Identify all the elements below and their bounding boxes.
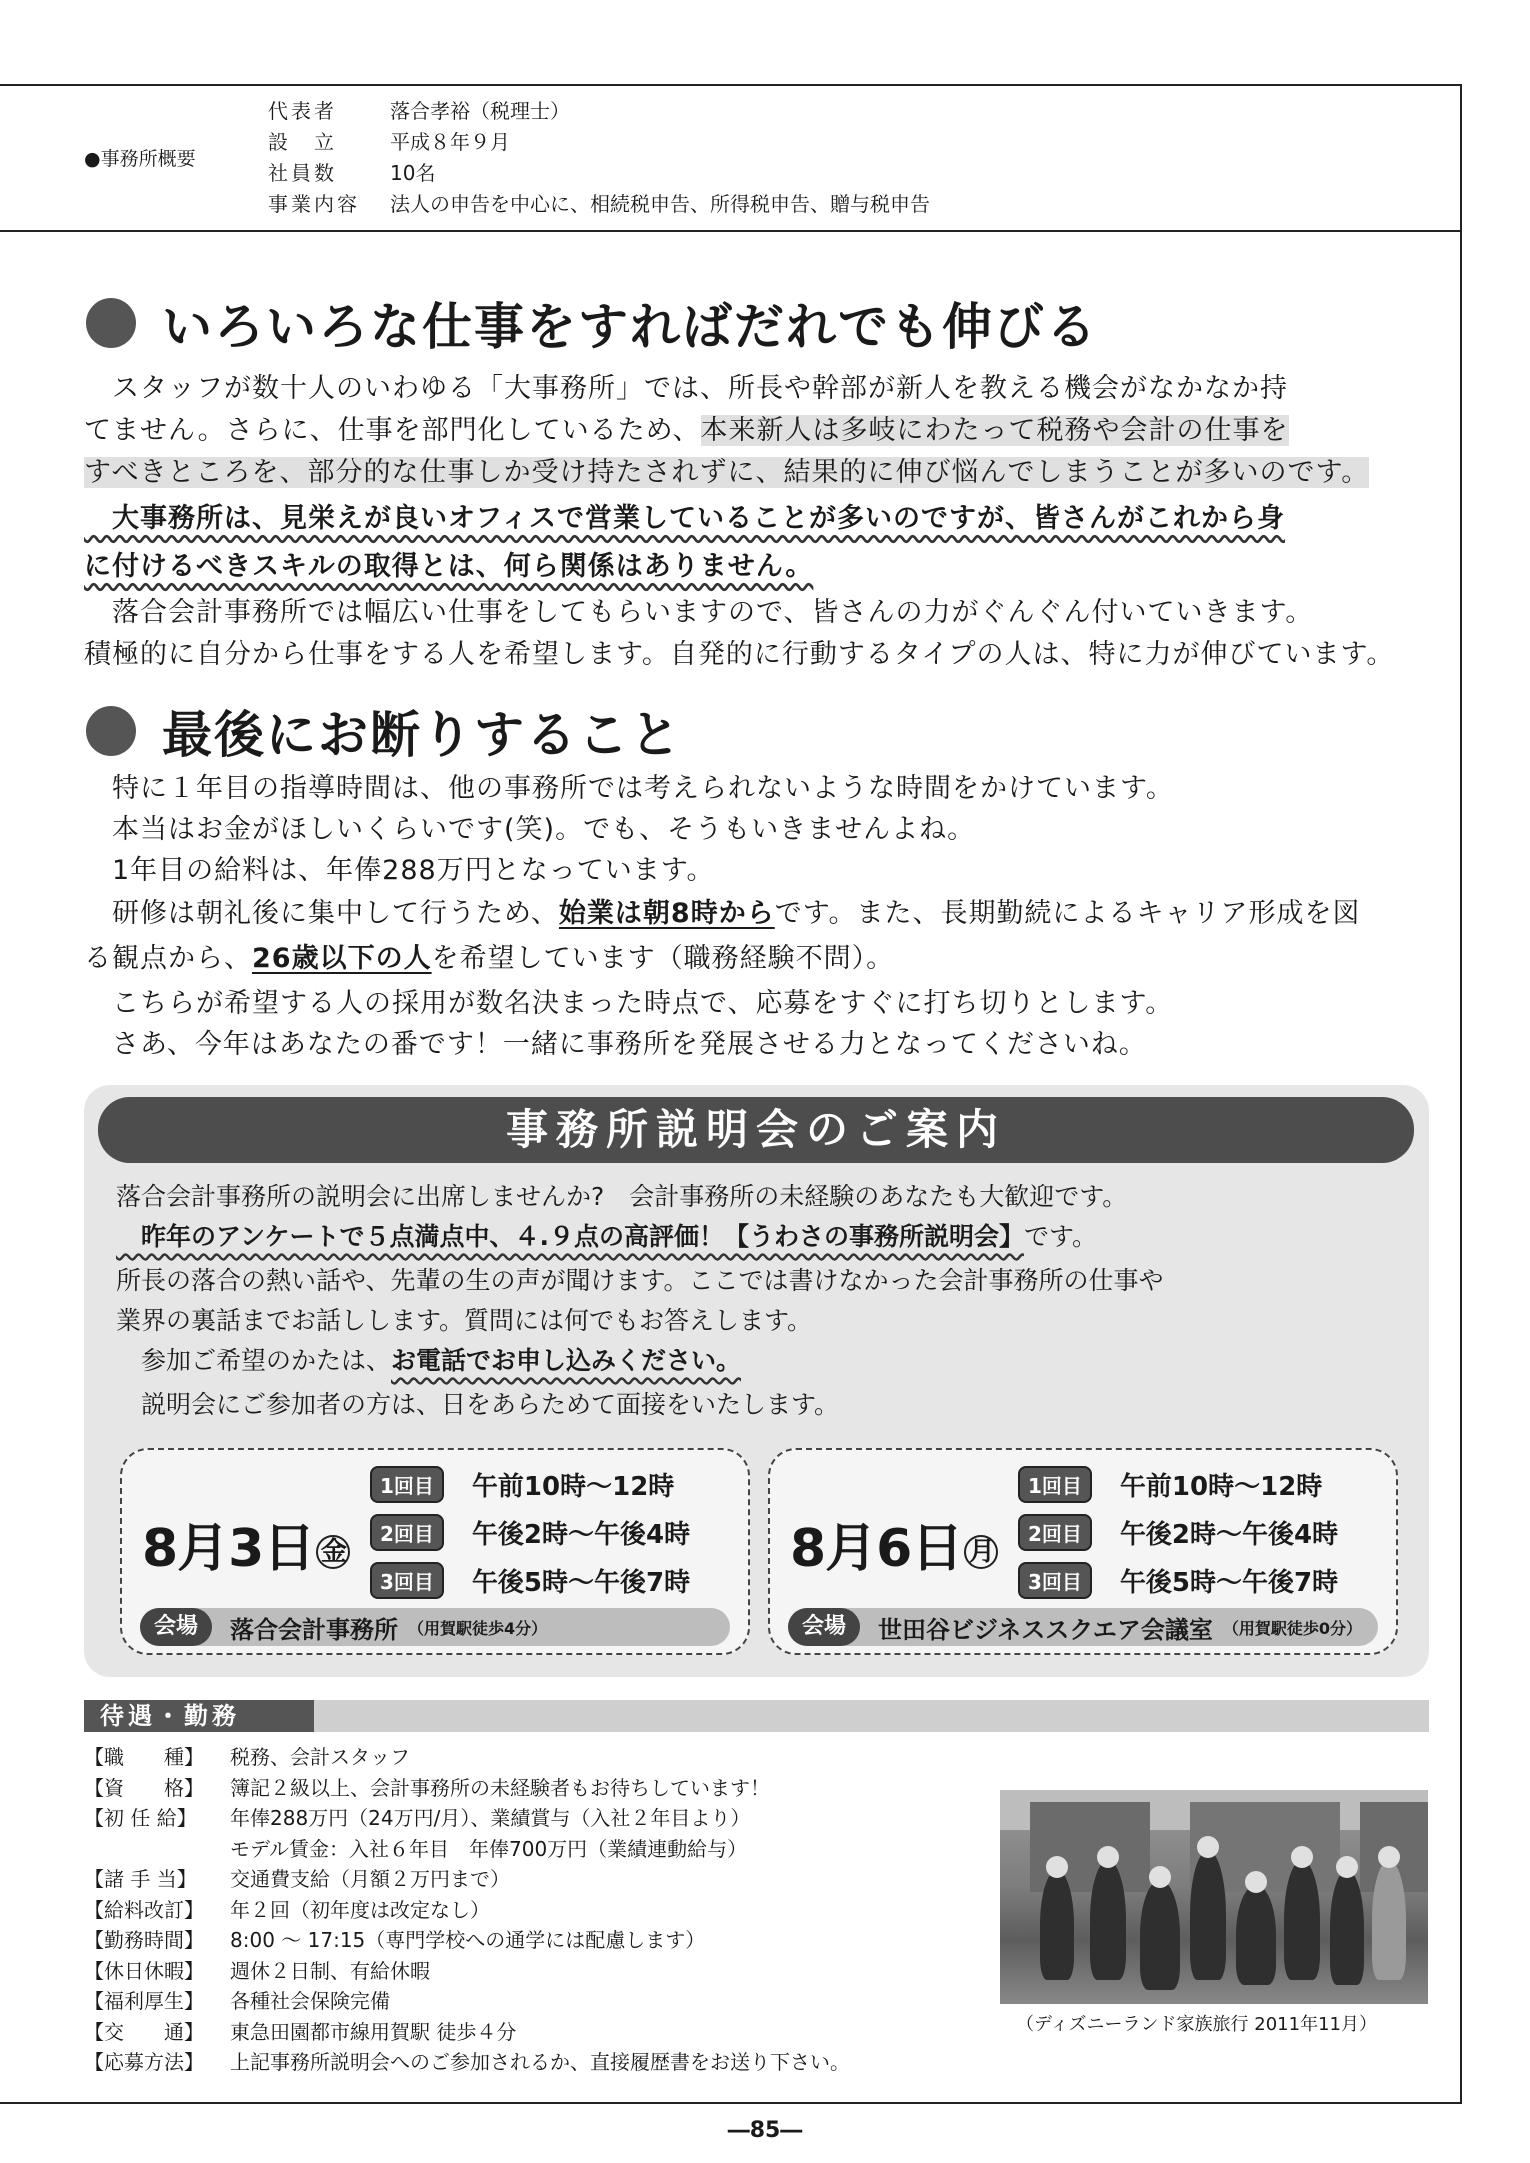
emphasis-text: 始業は朝8時から [558, 898, 775, 929]
conditions-row: 【福利厚生】 各種社会保険完備 [84, 1989, 390, 2013]
session-slot: 2回目 午後2時～午後4時 [1018, 1514, 1338, 1551]
session-card [768, 1448, 1398, 1655]
highlighted-text: 本来新人は多岐にわたって税務や会計の仕事を [700, 415, 1289, 446]
session-date: 8月3日 金 [142, 1506, 350, 1581]
conditions-row: 【勤務時間】 8:00 ～ 17:15（専門学校への通学には配慮します） [84, 1928, 706, 1952]
session-slot: 3回目 午後5時～午後7時 [370, 1562, 690, 1599]
conditions-list [84, 1742, 850, 2078]
section1-heading: いろいろな仕事をすればだれでも伸びる [86, 287, 1098, 359]
conditions-row: 【諸 手 当】 交通費支給（月額２万円まで） [84, 1867, 510, 1891]
section1-body: スタッフが数十人のいわゆる「大事務所」では、所長や幹部が新人を教える機会がなかなか持 てません。さらに、仕事を部門化しているため、本来新人は多岐にわたって税務や会計の仕事を すべきところを、部分的な仕事しか受け持たされずに、結果的に伸び悩んでしまうことが多いのです。 大事務所は、見栄えが良いオフィスで営業していることが多いのですが、皆さんがこれから身 に付けるべきスキルの取得とは、何ら関係はありません。 落合会計事務所では幅広い仕事をしてもらいますので、皆さんの力がぐんぐん付いていきます。 積極的に自分から仕事をする人を希望します。自発的に行動するタイプの人は、特に力が伸びています。 [84, 373, 1395, 670]
conditions-row: 【交 通】 東急田園都市線用賀駅 徒歩４分 [84, 2019, 517, 2044]
conditions-row: モデル賃金：入社６年目 年俸700万円（業績連動給与） [230, 1836, 748, 1861]
session-slot: 1回目 午前10時～12時 [370, 1466, 674, 1503]
seminar-text: 落合会計事務所の説明会に出席しませんか? 会計事務所の未経験のあなたも大歓迎です。 昨年のアンケートで５点満点中、４.９点の高評価！【うわさの事務所説明会】です。 所長の落合の熱い話や、先輩の生の声が聞けます。ここでは書けなかった会計事務所の仕事や 業界の裏話までお話しします。質問には何でもお答えします。 参加ご希望のかたは、お電話でお申し込みください。 説明会にご参加者の方は、日をあらためて面接をいたします。 [116, 1182, 1164, 1419]
conditions-row: 【職 種】 税務、会計スタッフ [84, 1745, 410, 1769]
bullet-icon [86, 706, 136, 756]
seminar-title: 事務所説明会のご案内 [98, 1097, 1414, 1163]
overview-row: 事業内容 法人の申告を中心に、相続税申告、所得税申告、贈与税申告 [268, 192, 930, 216]
conditions-row: 【応募方法】 上記事務所説明会へのご参加されるか、直接履歴書をお送り下さい。 [84, 2050, 850, 2074]
emphasis-text: に付けるべきスキルの取得とは、何ら関係はありません。 [84, 551, 814, 582]
session-slot: 2回目 午後2時～午後4時 [370, 1514, 690, 1551]
emphasis-text: 26歳以下の人 [252, 943, 432, 974]
conditions-row: 【休日休暇】 週休２日制、有給休暇 [84, 1958, 430, 1983]
bullet-icon [86, 298, 136, 348]
session-date: 8月6日 月 [790, 1506, 998, 1581]
emphasis-text: お電話でお申し込みください。 [391, 1346, 742, 1375]
session-card [120, 1448, 750, 1655]
overview-row: 代表者 落合孝裕（税理士） [268, 99, 570, 123]
conditions-title: 待遇・勤務 [84, 1700, 314, 1732]
session-slot: 3回目 午後5時～午後7時 [1018, 1562, 1338, 1599]
session-venue: 会場 世田谷ビジネススクエア会議室 （用賀駅徒歩0分） [788, 1608, 1378, 1646]
conditions-header [84, 1700, 1429, 1732]
overview-row: 社員数 10名 [268, 161, 436, 185]
conditions-row: 【給料改訂】 年２回（初年度は改定なし） [84, 1897, 490, 1922]
section2-body: 特に１年目の指導時間は、他の事務所では考えられないような時間をかけています。 本当はお金がほしいくらいです(笑)。でも、そうもいきませんよね。 1年目の給料は、年俸288万円となっています。 研修は朝礼後に集中して行うため、始業は朝8時からです。また、長期勤続によるキャリア形成を図 る観点から、26歳以下の人を希望しています（職務経験不問）。 こちらが希望する人の採用が数名決まった時点で、応募をすぐに打ち切りとします。 さあ、今年はあなたの番です！一緒に事務所を発展させる力となってくださいね。 [84, 773, 1361, 1060]
emphasis-text: 昨年のアンケートで５点満点中、４.９点の高評価！【うわさの事務所説明会】 [116, 1222, 1025, 1251]
overview-row: 設 立 平成８年９月 [268, 130, 510, 154]
page-number: ―85― [727, 2118, 803, 2143]
conditions-row: 【初 任 給】 年俸288万円（24万円/月）、業績賞与（入社２年目より） [84, 1806, 751, 1830]
highlighted-text: すべきところを、部分的な仕事しか受け持たされずに、結果的に伸び悩んでしまうことが多いのです。 [84, 457, 1370, 488]
office-overview [0, 86, 1460, 232]
seminar-box [84, 1085, 1429, 1677]
session-venue: 会場 落合会計事務所 （用賀駅徒歩4分） [140, 1608, 730, 1646]
emphasis-text: 大事務所は、見栄えが良いオフィスで営業していることが多いのですが、皆さんがこれから身 [84, 503, 1286, 534]
session-slot: 1回目 午前10時～12時 [1018, 1466, 1322, 1503]
conditions-row: 【資 格】 簿記２級以上、会計事務所の未経験者もお待ちしています！ [84, 1775, 770, 1800]
group-photo [1000, 1790, 1428, 2004]
photo-caption: （ディズニーランド家族旅行 2011年11月） [1016, 2014, 1377, 2035]
overview-label: ●事務所概要 [84, 148, 196, 170]
overview-rows [268, 96, 930, 220]
section2-heading: 最後にお断りすること [86, 695, 682, 767]
